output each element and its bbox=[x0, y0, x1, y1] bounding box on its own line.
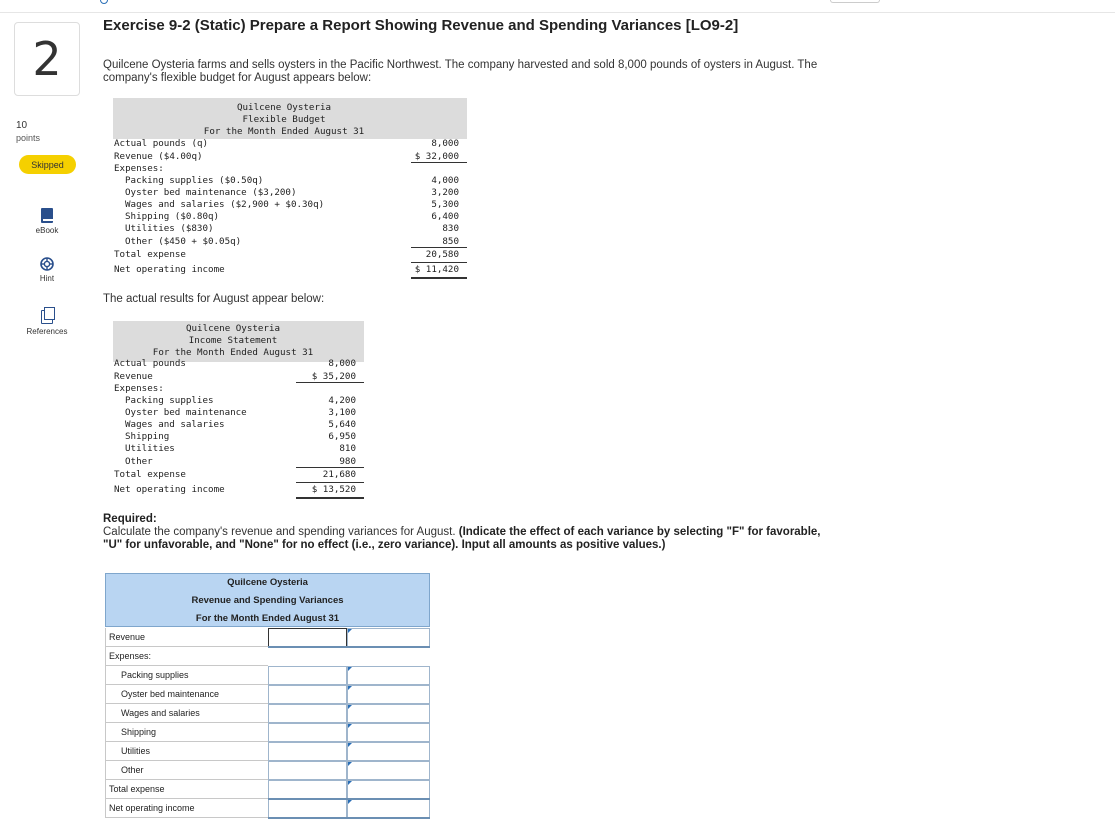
variance-amount-input[interactable] bbox=[268, 666, 347, 685]
status-badge: Skipped bbox=[19, 155, 76, 174]
answer-row-label: Total expense bbox=[105, 780, 268, 799]
top-indicator bbox=[100, 0, 108, 4]
points-label: points bbox=[16, 133, 41, 143]
fb-row-value: $ 11,420 bbox=[414, 264, 459, 275]
hint-label: Hint bbox=[39, 274, 55, 283]
is-row-label: Expenses: bbox=[114, 383, 164, 394]
variance-amount-input[interactable] bbox=[268, 685, 347, 704]
variance-effect-select[interactable] bbox=[347, 685, 430, 704]
fb-underline bbox=[411, 277, 467, 279]
answer-row-label: Utilities bbox=[105, 742, 268, 761]
required-text bbox=[103, 526, 823, 552]
references-button[interactable] bbox=[10, 310, 84, 336]
variance-amount-input[interactable] bbox=[268, 742, 347, 761]
answer-row bbox=[105, 685, 430, 704]
variance-amount-input[interactable] bbox=[268, 780, 347, 799]
fb-row-value: 5,300 bbox=[431, 199, 459, 210]
fb-row-value: 830 bbox=[442, 223, 459, 234]
is-row-label: Actual pounds bbox=[114, 358, 186, 369]
is-underline bbox=[296, 467, 364, 468]
is-period: For the Month Ended August 31 bbox=[152, 347, 314, 358]
fb-row-label: Revenue ($4.00q) bbox=[114, 151, 203, 162]
fb-row-value: $ 32,000 bbox=[414, 151, 459, 162]
required-plain: Calculate the company's revenue and spending variances for August. bbox=[103, 526, 459, 538]
references-label: References bbox=[26, 327, 68, 336]
answer-row-label: Other bbox=[105, 761, 268, 780]
variance-amount-input[interactable] bbox=[268, 761, 347, 780]
answer-row bbox=[105, 799, 430, 818]
fb-row-value: 8,000 bbox=[431, 138, 459, 149]
fb-row-label: Wages and salaries ($2,900 + $0.30q) bbox=[125, 199, 325, 210]
is-row-value: 5,640 bbox=[328, 419, 356, 430]
variance-effect-select[interactable] bbox=[347, 704, 430, 723]
fb-row-label: Packing supplies ($0.50q) bbox=[125, 175, 264, 186]
exercise-title: Exercise 9-2 (Static) Prepare a Report Showing Revenue and Spending Variances [LO9-2] bbox=[103, 17, 739, 34]
is-row-value: 3,100 bbox=[328, 407, 356, 418]
fb-row-label: Other ($450 + $0.05q) bbox=[125, 236, 242, 247]
fb-row-label: Utilities ($830) bbox=[125, 223, 214, 234]
is-underline bbox=[296, 382, 364, 383]
fb-underline bbox=[411, 247, 467, 248]
answer-row bbox=[105, 761, 430, 780]
answer-row bbox=[105, 704, 430, 723]
fb-row-value: 20,580 bbox=[425, 249, 459, 260]
answer-row-label: Revenue bbox=[105, 628, 268, 647]
fb-underline bbox=[411, 162, 467, 163]
is-row-value: $ 13,520 bbox=[311, 484, 356, 495]
fb-row-label: Oyster bed maintenance ($3,200) bbox=[125, 187, 297, 198]
fb-row-value: 850 bbox=[442, 236, 459, 247]
answer-row bbox=[105, 647, 430, 666]
answer-row-label: Oyster bed maintenance bbox=[105, 685, 268, 704]
variance-effect-select[interactable] bbox=[347, 780, 430, 799]
fb-row-label: Net operating income bbox=[114, 264, 225, 275]
variance-effect-select[interactable] bbox=[347, 742, 430, 761]
ebook-button[interactable] bbox=[10, 208, 84, 235]
fb-row-value: 4,000 bbox=[431, 175, 459, 186]
is-row-value: 21,680 bbox=[322, 469, 356, 480]
variance-effect-select[interactable] bbox=[347, 628, 430, 647]
answer-row bbox=[105, 723, 430, 742]
is-underline bbox=[296, 482, 364, 483]
ebook-icon bbox=[41, 208, 53, 223]
is-row-value: 6,950 bbox=[328, 431, 356, 442]
answer-report: Revenue and Spending Variances bbox=[191, 595, 344, 606]
is-row-label: Packing supplies bbox=[125, 395, 214, 406]
required-heading: Required: bbox=[103, 513, 157, 525]
variance-answer-table bbox=[105, 573, 430, 813]
variance-effect-select[interactable] bbox=[347, 723, 430, 742]
is-row-label: Oyster bed maintenance bbox=[125, 407, 247, 418]
references-icon bbox=[41, 310, 53, 324]
hint-button[interactable] bbox=[10, 257, 84, 283]
fb-row-label: Shipping ($0.80q) bbox=[125, 211, 220, 222]
top-divider bbox=[0, 12, 1115, 13]
answer-total-rule bbox=[268, 646, 430, 648]
is-row-label: Net operating income bbox=[114, 484, 225, 495]
variance-effect-select[interactable] bbox=[347, 666, 430, 685]
answer-table-header bbox=[105, 573, 430, 627]
variance-effect-select[interactable] bbox=[347, 799, 430, 818]
fb-row-value: 3,200 bbox=[431, 187, 459, 198]
is-underline bbox=[296, 497, 364, 499]
required-instructions: (Indicate the effect of each variance by selecting "F" for favorable, "U" for unfavorable, and "None" for no effect (i.e., zero variance). Input all amounts as positive values.) bbox=[103, 526, 821, 551]
is-company: Quilcene Oysteria bbox=[185, 323, 281, 334]
is-report: Income Statement bbox=[188, 335, 278, 346]
answer-row bbox=[105, 780, 430, 799]
answer-row-label: Wages and salaries bbox=[105, 704, 268, 723]
fb-period: For the Month Ended August 31 bbox=[203, 126, 365, 137]
fb-report: Flexible Budget bbox=[242, 114, 326, 125]
is-row-label: Other bbox=[125, 456, 153, 467]
variance-amount-input[interactable] bbox=[268, 723, 347, 742]
is-row-label: Utilities bbox=[125, 443, 175, 454]
answer-period: For the Month Ended August 31 bbox=[195, 613, 340, 624]
is-row-value: 4,200 bbox=[328, 395, 356, 406]
top-toolbar-tab[interactable] bbox=[830, 0, 880, 3]
variance-effect-select[interactable] bbox=[347, 761, 430, 780]
answer-row bbox=[105, 666, 430, 685]
fb-row-label: Actual pounds (q) bbox=[114, 138, 209, 149]
ebook-label: eBook bbox=[35, 226, 59, 235]
is-row-value: 8,000 bbox=[328, 358, 356, 369]
variance-amount-input[interactable] bbox=[268, 799, 347, 818]
is-row-value: 980 bbox=[339, 456, 356, 467]
is-row-label: Total expense bbox=[114, 469, 186, 480]
answer-row-label: Packing supplies bbox=[105, 666, 268, 685]
is-row-value: $ 35,200 bbox=[311, 371, 356, 382]
answer-row-label: Expenses: bbox=[105, 647, 268, 666]
answer-row bbox=[105, 628, 430, 647]
variance-amount-input[interactable] bbox=[268, 628, 347, 647]
hint-icon bbox=[40, 257, 54, 271]
answer-row-label: Net operating income bbox=[105, 799, 268, 818]
question-number: 2 bbox=[14, 22, 80, 96]
fb-company: Quilcene Oysteria bbox=[236, 102, 332, 113]
answer-row-label: Shipping bbox=[105, 723, 268, 742]
fb-row-label: Expenses: bbox=[114, 163, 164, 174]
fb-row-value: 6,400 bbox=[431, 211, 459, 222]
is-row-label: Shipping bbox=[125, 431, 170, 442]
fb-underline bbox=[411, 262, 467, 263]
fb-row-label: Total expense bbox=[114, 249, 186, 260]
is-row-label: Revenue bbox=[114, 371, 153, 382]
actual-results-intro: The actual results for August appear below: bbox=[103, 293, 325, 305]
variance-amount-input[interactable] bbox=[268, 704, 347, 723]
answer-row bbox=[105, 742, 430, 761]
answer-total-rule bbox=[268, 798, 430, 800]
exercise-intro: Quilcene Oysteria farms and sells oysters in the Pacific Northwest. The company harvested and sold 8,000 pounds of oysters in August. The company's flexible budget for August appears below: bbox=[103, 59, 818, 84]
is-row-label: Wages and salaries bbox=[125, 419, 225, 430]
is-row-value: 810 bbox=[339, 443, 356, 454]
answer-company: Quilcene Oysteria bbox=[227, 577, 308, 588]
points-value: 10 bbox=[16, 120, 28, 131]
